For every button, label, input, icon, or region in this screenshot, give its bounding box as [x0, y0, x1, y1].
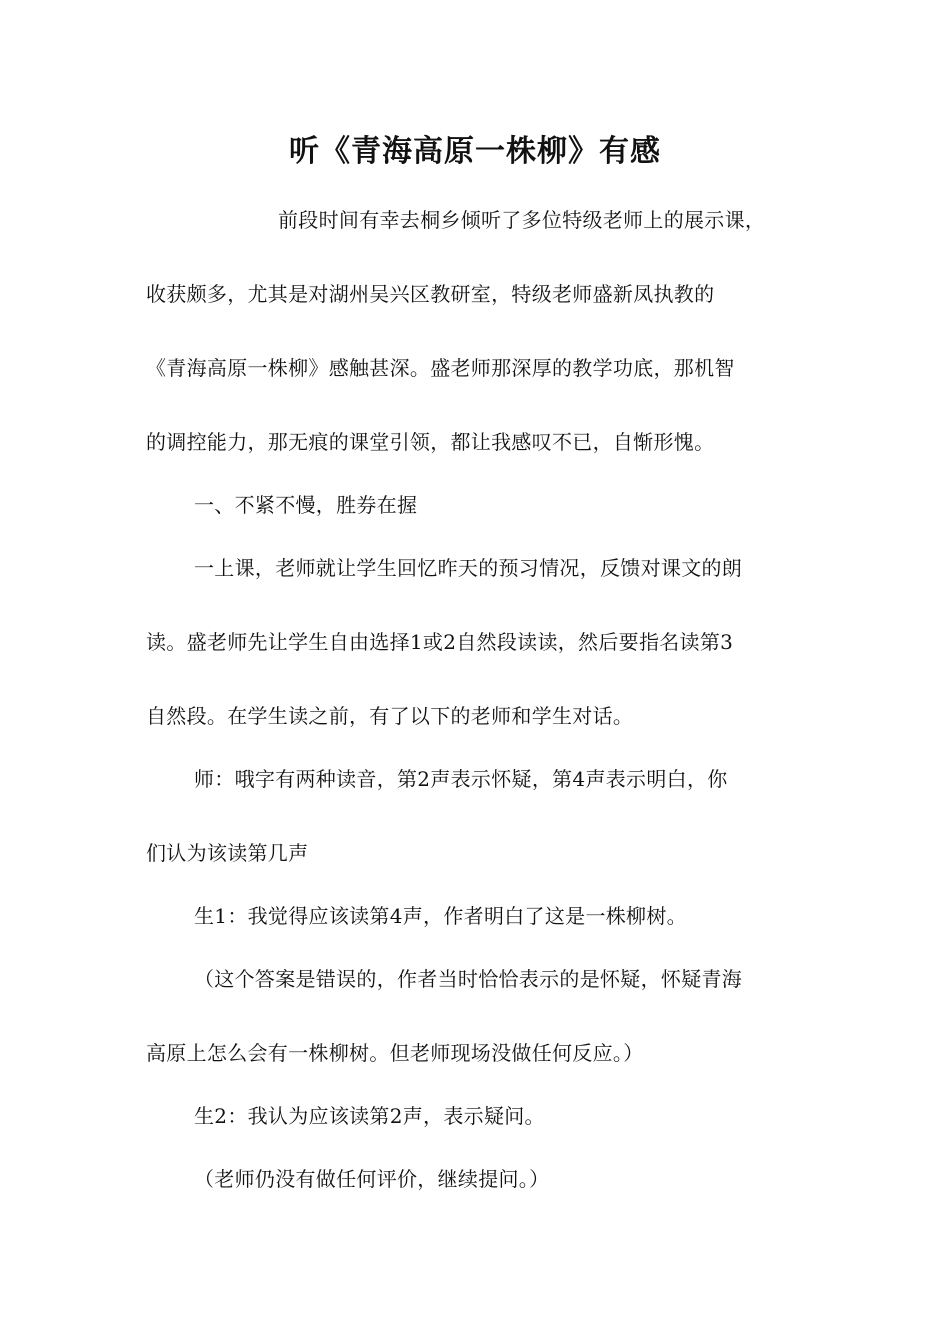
paragraph-line: 生1：我觉得应该读第4声，作者明白了这是一株柳树。 [194, 904, 687, 928]
paragraph-line: 自然段。在学生读之前，有了以下的老师和学生对话。 [146, 704, 634, 728]
paragraph-line: 前段时间有幸去桐乡倾听了多位特级老师上的展示课， [278, 208, 766, 232]
paragraph-line: 读。盛老师先让学生自由选择1或2自然段读读，然后要指名读第3 [146, 630, 734, 654]
paragraph-line: 收获颇多，尤其是对湖州吴兴区教研室，特级老师盛新凤执教的 [146, 282, 715, 306]
paragraph-line: 《青海高原一株柳》感触甚深。盛老师那深厚的教学功底，那机智 [146, 356, 735, 380]
paragraph-line: （老师仍没有做任何评价，继续提问。） [194, 1167, 550, 1191]
paragraph-line: 高原上怎么会有一株柳树。但老师现场没做任何反应。） [146, 1041, 644, 1065]
paragraph-line: 的调控能力，那无痕的课堂引领，都让我感叹不已，自惭形愧。 [146, 430, 715, 454]
paragraph-line: 们认为该读第几声 [146, 841, 309, 865]
paragraph-line: 师：哦字有两种读音，第2声表示怀疑，第4声表示明白，你 [194, 767, 728, 791]
document-title: 听《青海高原一株柳》有感 [289, 134, 661, 169]
section-heading: 一、不紧不慢，胜券在握 [194, 493, 418, 517]
paragraph-line: （这个答案是错误的，作者当时恰恰表示的是怀疑，怀疑青海 [194, 967, 743, 991]
paragraph-line: 生2：我认为应该读第2声，表示疑问。 [194, 1104, 545, 1128]
paragraph-line: 一上课，老师就让学生回忆昨天的预习情况，反馈对课文的朗 [194, 556, 743, 580]
